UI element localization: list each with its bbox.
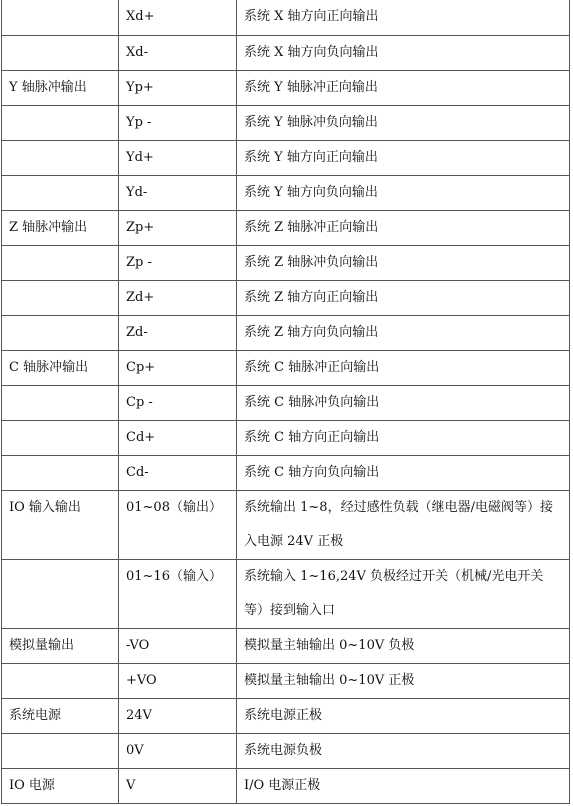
group-cell: Z 轴脉冲输出 <box>2 210 119 245</box>
desc-cell: 系统 Y 轴方向负向输出 <box>237 175 570 210</box>
desc-cell: 系统 C 轴方向负向输出 <box>237 455 570 490</box>
table-row <box>2 768 570 803</box>
table-row <box>2 385 570 420</box>
desc-cell: 系统 Z 轴脉冲正向输出 <box>237 210 570 245</box>
desc-cell: 系统 Z 轴方向负向输出 <box>237 315 570 350</box>
pin-cell: 01~16（输入） <box>119 559 237 628</box>
table-row <box>2 559 570 628</box>
pin-cell: Zd- <box>119 315 237 350</box>
pin-cell: Zp+ <box>119 210 237 245</box>
group-cell: IO 电源 <box>2 768 119 803</box>
group-cell <box>2 455 119 490</box>
signal-table <box>1 0 570 804</box>
table-row <box>2 0 570 35</box>
group-cell <box>2 245 119 280</box>
pin-cell: Cd+ <box>119 420 237 455</box>
desc-cell: 系统 X 轴方向负向输出 <box>237 35 570 70</box>
pin-cell: Yp - <box>119 105 237 140</box>
pin-cell: Cd- <box>119 455 237 490</box>
group-cell <box>2 420 119 455</box>
table-row <box>2 315 570 350</box>
pin-cell: Zd+ <box>119 280 237 315</box>
pin-cell: 0V <box>119 733 237 768</box>
table-row <box>2 280 570 315</box>
desc-cell: 系统 Z 轴方向正向输出 <box>237 280 570 315</box>
table-row <box>2 350 570 385</box>
table-row <box>2 70 570 105</box>
table-row <box>2 210 570 245</box>
group-cell: IO 输入输出 <box>2 490 119 559</box>
group-cell <box>2 140 119 175</box>
group-cell: C 轴脉冲输出 <box>2 350 119 385</box>
desc-cell: 系统 C 轴脉冲负向输出 <box>237 385 570 420</box>
pin-cell: 01~08（输出） <box>119 490 237 559</box>
table-row <box>2 245 570 280</box>
desc-cell: 系统 Z 轴脉冲负向输出 <box>237 245 570 280</box>
desc-cell: 系统 X 轴方向正向输出 <box>237 0 570 35</box>
desc-cell: 系统 Y 轴脉冲负向输出 <box>237 105 570 140</box>
table-row <box>2 140 570 175</box>
pin-cell: V <box>119 768 237 803</box>
pin-cell: Xd+ <box>119 0 237 35</box>
desc-cell: 系统输入 1~16,24V 负极经过开关（机械/光电开关等）接到输入口 <box>237 559 570 628</box>
pin-cell: +VO <box>119 663 237 698</box>
pin-cell: Cp - <box>119 385 237 420</box>
group-cell: 模拟量输出 <box>2 628 119 663</box>
pin-cell: Yd+ <box>119 140 237 175</box>
table-row <box>2 35 570 70</box>
pin-cell: Xd- <box>119 35 237 70</box>
table-row <box>2 105 570 140</box>
group-cell <box>2 105 119 140</box>
group-cell <box>2 385 119 420</box>
desc-cell: 系统 Y 轴方向正向输出 <box>237 140 570 175</box>
group-cell <box>2 35 119 70</box>
group-cell <box>2 0 119 35</box>
group-cell <box>2 280 119 315</box>
table-row <box>2 455 570 490</box>
pin-cell: Yp+ <box>119 70 237 105</box>
pin-cell: Yd- <box>119 175 237 210</box>
group-cell: Y 轴脉冲输出 <box>2 70 119 105</box>
group-cell <box>2 663 119 698</box>
desc-cell: 系统 Y 轴脉冲正向输出 <box>237 70 570 105</box>
desc-cell: I/O 电源正极 <box>237 768 570 803</box>
pin-cell: 24V <box>119 698 237 733</box>
table-row <box>2 490 570 559</box>
pin-cell: -VO <box>119 628 237 663</box>
desc-cell: 系统 C 轴脉冲正向输出 <box>237 350 570 385</box>
desc-cell: 系统 C 轴方向正向输出 <box>237 420 570 455</box>
table-row <box>2 733 570 768</box>
desc-cell: 系统电源负极 <box>237 733 570 768</box>
desc-cell: 系统输出 1~8，经过感性负载（继电器/电磁阀等）接入电源 24V 正极 <box>237 490 570 559</box>
desc-cell: 系统电源正极 <box>237 698 570 733</box>
group-cell: 系统电源 <box>2 698 119 733</box>
table-row <box>2 175 570 210</box>
group-cell <box>2 175 119 210</box>
group-cell <box>2 733 119 768</box>
group-cell <box>2 315 119 350</box>
desc-cell: 模拟量主轴输出 0~10V 正极 <box>237 663 570 698</box>
pin-cell: Cp+ <box>119 350 237 385</box>
group-cell <box>2 559 119 628</box>
table-row <box>2 628 570 663</box>
table-row <box>2 698 570 733</box>
desc-cell: 模拟量主轴输出 0~10V 负极 <box>237 628 570 663</box>
table-row <box>2 663 570 698</box>
pin-cell: Zp - <box>119 245 237 280</box>
table-row <box>2 420 570 455</box>
